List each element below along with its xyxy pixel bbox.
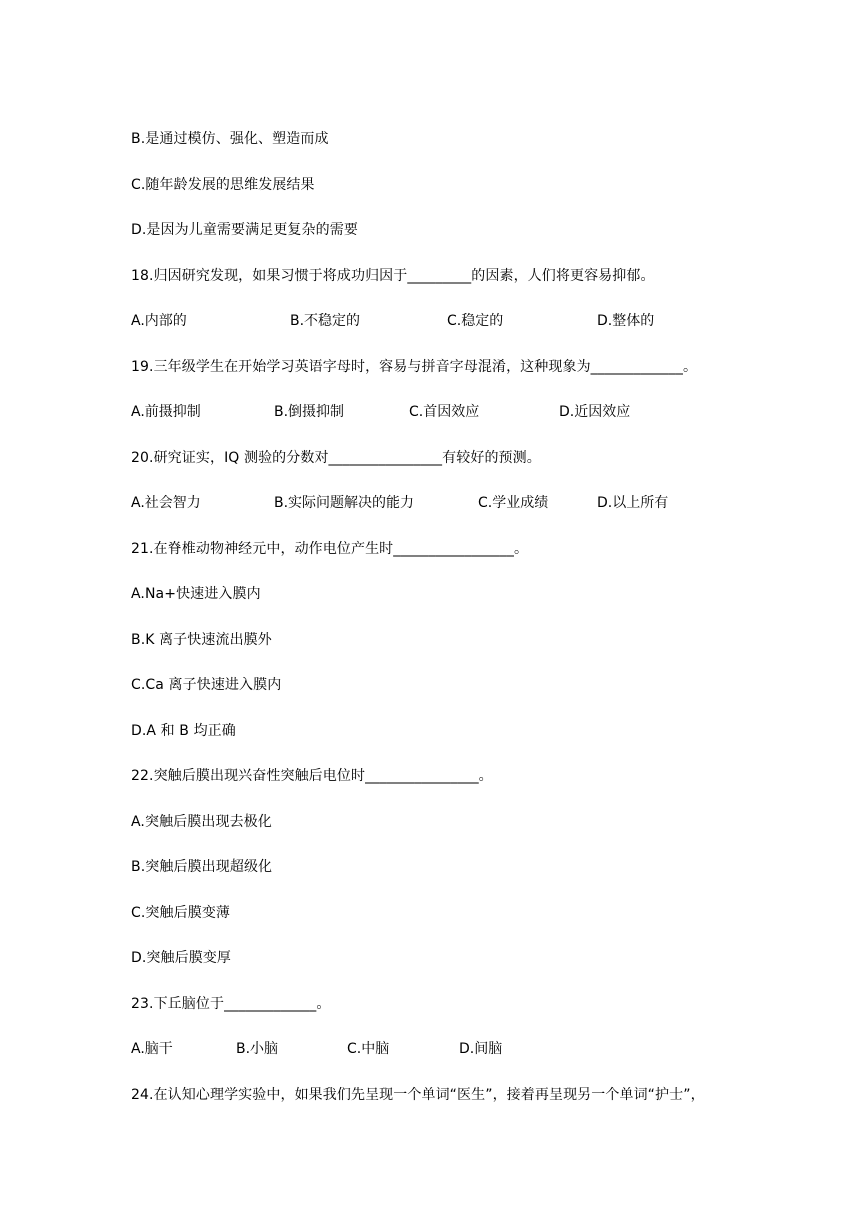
q19-option-b: B.倒摄抑制 xyxy=(274,404,345,420)
question-18: 18.归因研究发现，如果习惯于将成功归因于_________的因素，人们将更容易抑郁。 xyxy=(131,268,655,284)
option-text: C.随年龄发展的思维发展结果 xyxy=(131,177,315,193)
question-19: 19.三年级学生在开始学习英语字母时，容易与拼音字母混淆，这种现象为_____________。 xyxy=(131,359,698,375)
q20-option-d: D.以上所有 xyxy=(597,495,669,511)
q23-option-a: A.脑干 xyxy=(131,1041,173,1057)
question-24: 24.在认知心理学实验中，如果我们先呈现一个单词“医生”，接着再呈现另一个单词“护士”， xyxy=(131,1087,705,1103)
q20-option-b: B.实际问题解决的能力 xyxy=(274,495,415,511)
q19-option-c: C.首因效应 xyxy=(409,404,480,420)
q18-option-a: A.内部的 xyxy=(131,313,187,329)
option-text: B.是通过模仿、强化、塑造而成 xyxy=(131,131,329,147)
q22-option-d: D.突触后膜变厚 xyxy=(131,950,232,966)
q22-option-c: C.突触后膜变薄 xyxy=(131,905,231,921)
q23-option-b: B.小脑 xyxy=(236,1041,279,1057)
q21-option-b: B.K 离子快速流出膜外 xyxy=(131,632,272,648)
q21-option-d: D.A 和 B 均正确 xyxy=(131,723,236,739)
q18-option-d: D.整体的 xyxy=(597,313,655,329)
q22-option-a: A.突触后膜出现去极化 xyxy=(131,814,272,830)
question-20: 20.研究证实，IQ 测验的分数对________________有较好的预测。 xyxy=(131,450,541,466)
q23-option-d: D.间脑 xyxy=(459,1041,503,1057)
question-21: 21.在脊椎动物神经元中，动作电位产生时_________________。 xyxy=(131,541,529,557)
q22-option-b: B.突触后膜出现超级化 xyxy=(131,859,273,875)
q21-option-c: C.Ca 离子快速进入膜内 xyxy=(131,677,282,693)
q20-option-c: C.学业成绩 xyxy=(478,495,549,511)
q18-option-c: C.稳定的 xyxy=(447,313,504,329)
question-22: 22.突触后膜出现兴奋性突触后电位时________________。 xyxy=(131,768,493,784)
option-text: D.是因为儿童需要满足更复杂的需要 xyxy=(131,222,358,238)
q19-option-d: D.近因效应 xyxy=(559,404,631,420)
q18-option-b: B.不稳定的 xyxy=(290,313,361,329)
question-23: 23.下丘脑位于_____________。 xyxy=(131,996,331,1012)
q20-option-a: A.社会智力 xyxy=(131,495,201,511)
q23-option-c: C.中脑 xyxy=(347,1041,390,1057)
q21-option-a: A.Na+快速进入膜内 xyxy=(131,586,261,602)
q19-option-a: A.前摄抑制 xyxy=(131,404,201,420)
